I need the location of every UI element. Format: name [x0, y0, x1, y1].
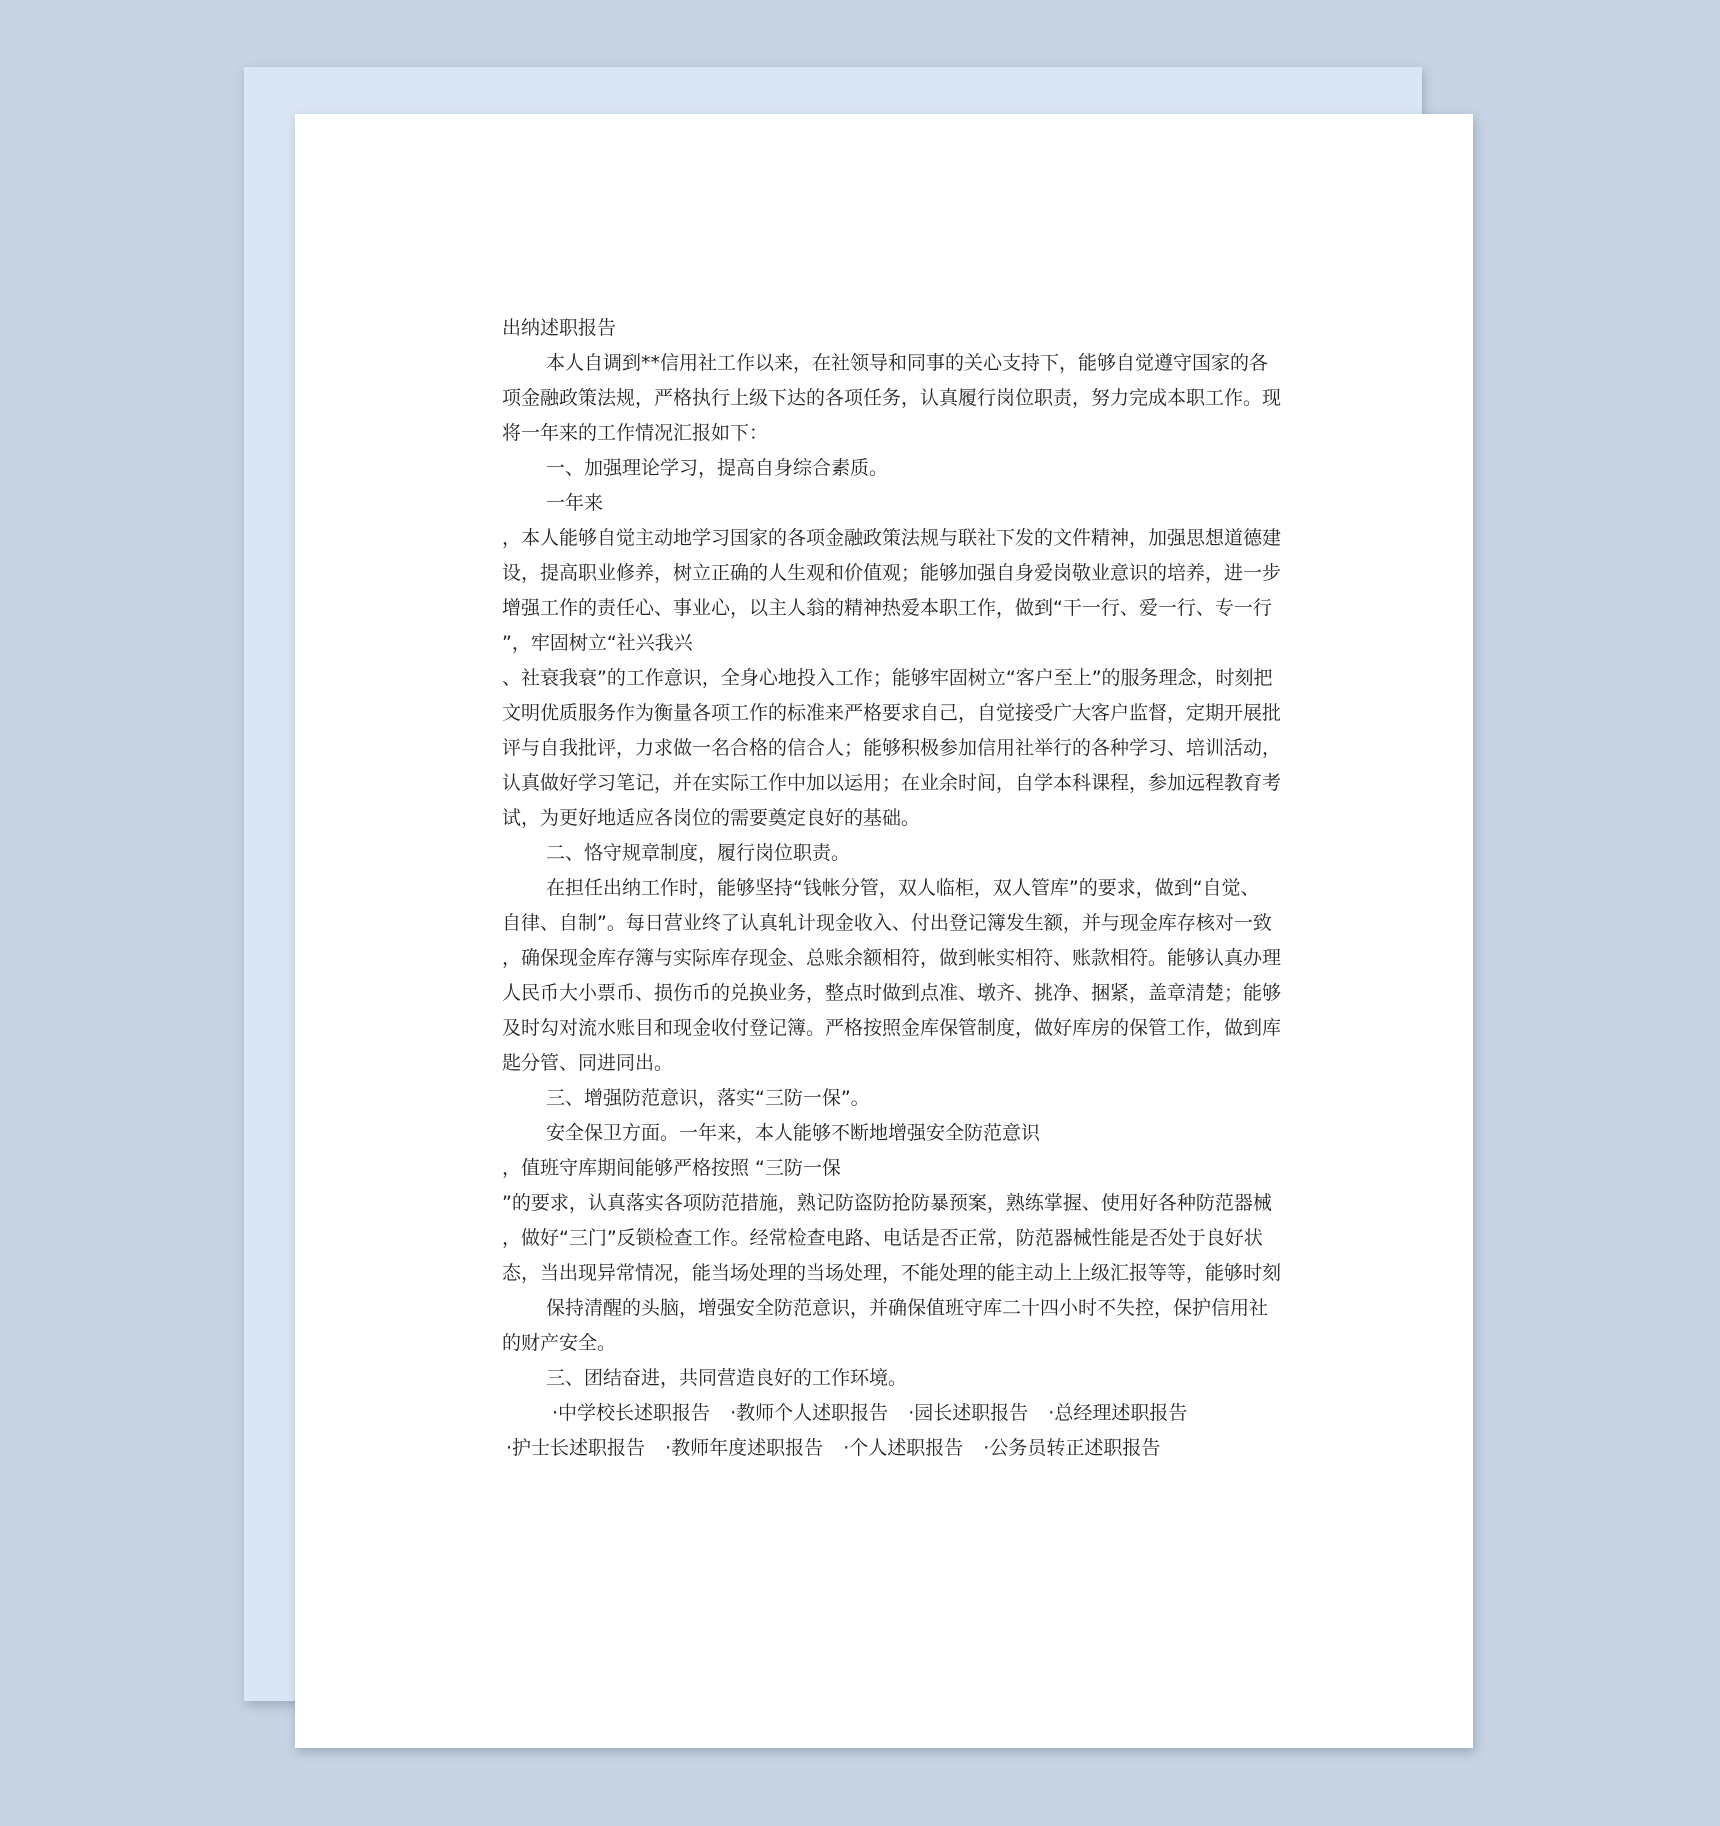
related-link[interactable]: ·护士长述职报告 [506, 1437, 646, 1459]
paragraph-line: 将一年来的工作情况汇报如下： [502, 422, 769, 444]
section-heading-3: 三、增强防范意识，落实“三防一保”。 [546, 1087, 870, 1109]
paragraph-line: ，本人能够自觉主动地学习国家的各项金融政策法规与联社下发的文件精神，加强思想道德建 [502, 527, 1282, 549]
paragraph-line: 评与自我批评，力求做一名合格的信合人；能够积极参加信用社举行的各种学习、培训活动， [502, 737, 1282, 759]
related-link[interactable]: ·园长述职报告 [908, 1402, 1029, 1424]
paragraph-line: ”的要求，认真落实各项防范措施，熟记防盗防抢防暴预案，熟练掌握、使用好各种防范器械 [502, 1192, 1272, 1214]
section-heading-2: 二、恪守规章制度，履行岗位职责。 [546, 842, 851, 864]
paragraph-line: ，做好“三门”反锁检查工作。经常检查电路、电话是否正常，防范器械性能是否处于良好状 [502, 1227, 1263, 1249]
paragraph-line: 项金融政策法规，严格执行上级下达的各项任务，认真履行岗位职责，努力完成本职工作。现 [502, 387, 1282, 409]
paragraph-line: 文明优质服务作为衡量各项工作的标准来严格要求自己，自觉接受广大客户监督，定期开展批 [502, 702, 1282, 724]
paragraph-line: 增强工作的责任心、事业心，以主人翁的精神热爱本职工作，做到“干一行、爱一行、专一行 [502, 597, 1272, 619]
document-page [295, 114, 1473, 1748]
related-link[interactable]: ·教师年度述职报告 [665, 1437, 824, 1459]
paragraph-line: 安全保卫方面。一年来，本人能够不断地增强安全防范意识 [546, 1122, 1041, 1144]
document-title: 出纳述职报告 [502, 317, 617, 339]
paragraph-line: 自律、自制”。每日营业终了认真轧计现金收入、付出登记簿发生额，并与现金库存核对一致 [502, 912, 1272, 934]
section-heading-4: 三、团结奋进，共同营造良好的工作环境。 [546, 1367, 908, 1389]
paragraph-line: 本人自调到**信用社工作以来，在社领导和同事的关心支持下，能够自觉遵守国家的各 [546, 352, 1269, 374]
related-link[interactable]: ·中学校长述职报告 [552, 1402, 711, 1424]
paragraph-line: ”，牢固树立“社兴我兴 [502, 632, 693, 654]
paragraph-line: ，确保现金库存簿与实际库存现金、总账余额相符，做到帐实相符、账款相符。能够认真办理 [502, 947, 1282, 969]
related-link[interactable]: ·教师个人述职报告 [730, 1402, 889, 1424]
paragraph-line: 一年来 [546, 492, 604, 514]
paragraph-line: 设，提高职业修养，树立正确的人生观和价值观；能够加强自身爱岗敬业意识的培养，进一步 [502, 562, 1282, 584]
document-body [502, 311, 1282, 1466]
section-heading-1: 一、加强理论学习，提高自身综合素质。 [546, 457, 889, 479]
related-links-row [502, 1396, 1272, 1431]
paragraph-line: 人民币大小票币、损伤币的兑换业务，整点时做到点准、墩齐、挑净、捆紧，盖章清楚；能够 [502, 982, 1282, 1004]
paragraph-line: 态，当出现异常情况，能当场处理的当场处理，不能处理的能主动上上级汇报等等，能够时刻 [502, 1262, 1282, 1284]
paragraph-line: 匙分管、同进同出。 [502, 1052, 674, 1074]
paragraph-line: 保持清醒的头脑，增强安全防范意识，并确保值班守库二十四小时不失控，保护信用社 [546, 1297, 1269, 1319]
paragraph-line: 的财产安全。 [502, 1332, 617, 1354]
related-link[interactable]: ·个人述职报告 [843, 1437, 964, 1459]
related-link[interactable]: ·公务员转正述职报告 [983, 1437, 1161, 1459]
paragraph-line: ，值班守库期间能够严格按照 “三防一保 [502, 1157, 841, 1179]
paragraph-line: 在担任出纳工作时，能够坚持“钱帐分管，双人临柜，双人管库”的要求，做到“自觉、 [546, 877, 1260, 899]
related-link[interactable]: ·总经理述职报告 [1048, 1402, 1188, 1424]
related-links-row [502, 1431, 1272, 1466]
paragraph-line: 认真做好学习笔记，并在实际工作中加以运用；在业余时间，自学本科课程，参加远程教育考 [502, 772, 1282, 794]
paragraph-line: 试，为更好地适应各岗位的需要奠定良好的基础。 [502, 807, 921, 829]
paragraph-line: 及时勾对流水账目和现金收付登记簿。严格按照金库保管制度，做好库房的保管工作，做到库 [502, 1017, 1282, 1039]
paragraph-line: 、社衰我衰”的工作意识，全身心地投入工作；能够牢固树立“客户至上”的服务理念，时刻把 [502, 667, 1273, 689]
